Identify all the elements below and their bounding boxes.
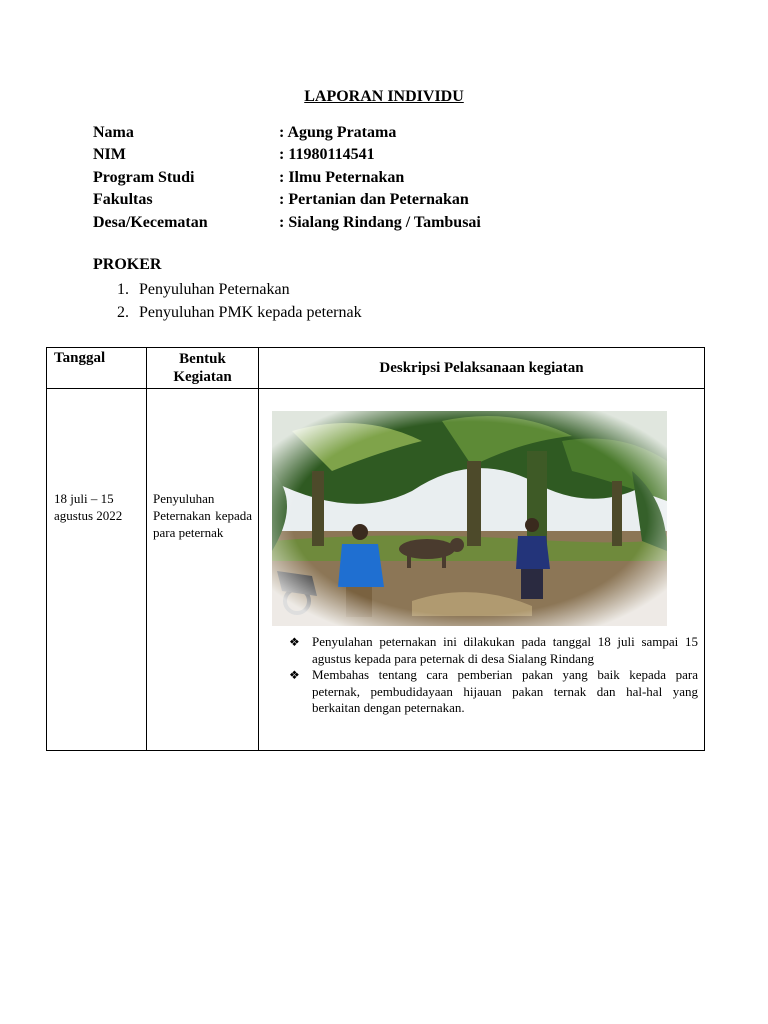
proker-item-number: 2. bbox=[117, 304, 129, 321]
info-label: Nama bbox=[93, 124, 134, 141]
info-value: : Ilmu Peternakan bbox=[279, 168, 405, 186]
proker-list bbox=[117, 279, 362, 325]
info-label: Desa/Kecematan bbox=[93, 213, 208, 231]
info-row-fakultas bbox=[93, 189, 481, 211]
bullet-text: Membahas tentang cara pemberian pakan yang baik kepada para peternak, pembudidayaan hijauan pakan ternak dan hal-hal yang berkaitan dengan peternakan. bbox=[312, 667, 698, 715]
header-bentuk-line1: Bentuk bbox=[179, 351, 226, 367]
bullet-text: Penyulahan peternakan ini dilakukan pada tanggal 18 juli sampai 15 agustus kepada para peternak di desa Sialang Rindang bbox=[312, 634, 698, 666]
activity-table bbox=[46, 347, 705, 751]
header-bentuk-kegiatan bbox=[147, 348, 259, 389]
info-row-nim bbox=[93, 144, 481, 166]
proker-item bbox=[117, 279, 362, 302]
info-value: : Pertanian dan Peternakan bbox=[279, 191, 469, 209]
header-tanggal: Tanggal bbox=[47, 348, 147, 389]
proker-heading: PROKER bbox=[93, 256, 162, 273]
table-row bbox=[47, 389, 705, 751]
proker-item-number: 1. bbox=[117, 281, 129, 298]
description-bullets bbox=[289, 634, 698, 717]
cell-tanggal: 18 juli – 15 agustus 2022 bbox=[47, 389, 147, 751]
info-label: NIM bbox=[93, 146, 126, 164]
info-value: : Sialang Rindang / Tambusai bbox=[279, 213, 481, 231]
proker-item-text: Penyuluhan Peternakan bbox=[139, 281, 290, 298]
info-row-desa-kecamatan bbox=[93, 212, 481, 234]
info-row-program-studi bbox=[93, 167, 481, 189]
info-row-nama bbox=[93, 122, 481, 144]
info-label: Program Studi bbox=[93, 168, 195, 186]
info-label: Fakultas bbox=[93, 191, 153, 209]
header-deskripsi: Deskripsi Pelaksanaan kegiatan bbox=[259, 348, 705, 389]
list-item bbox=[289, 667, 698, 717]
proker-item bbox=[117, 302, 362, 325]
proker-item-text: Penyuluhan PMK kepada peternak bbox=[139, 304, 362, 321]
list-item bbox=[289, 634, 698, 667]
info-value: : Agung Pratama bbox=[279, 124, 397, 141]
activity-photo bbox=[272, 411, 667, 626]
header-bentuk-line2: Kegiatan bbox=[173, 369, 232, 385]
info-value: : 11980114541 bbox=[279, 146, 375, 164]
table-header-row bbox=[47, 348, 705, 389]
diamond-bullet-icon: ❖ bbox=[289, 635, 300, 649]
cell-deskripsi bbox=[259, 389, 705, 751]
diamond-bullet-icon: ❖ bbox=[289, 668, 300, 682]
cell-bentuk-kegiatan: Penyuluhan Peternakan kepada para peternak bbox=[147, 389, 259, 751]
report-title: LAPORAN INDIVIDU bbox=[304, 88, 464, 105]
student-info bbox=[93, 122, 481, 234]
photo-vignette bbox=[272, 411, 667, 626]
